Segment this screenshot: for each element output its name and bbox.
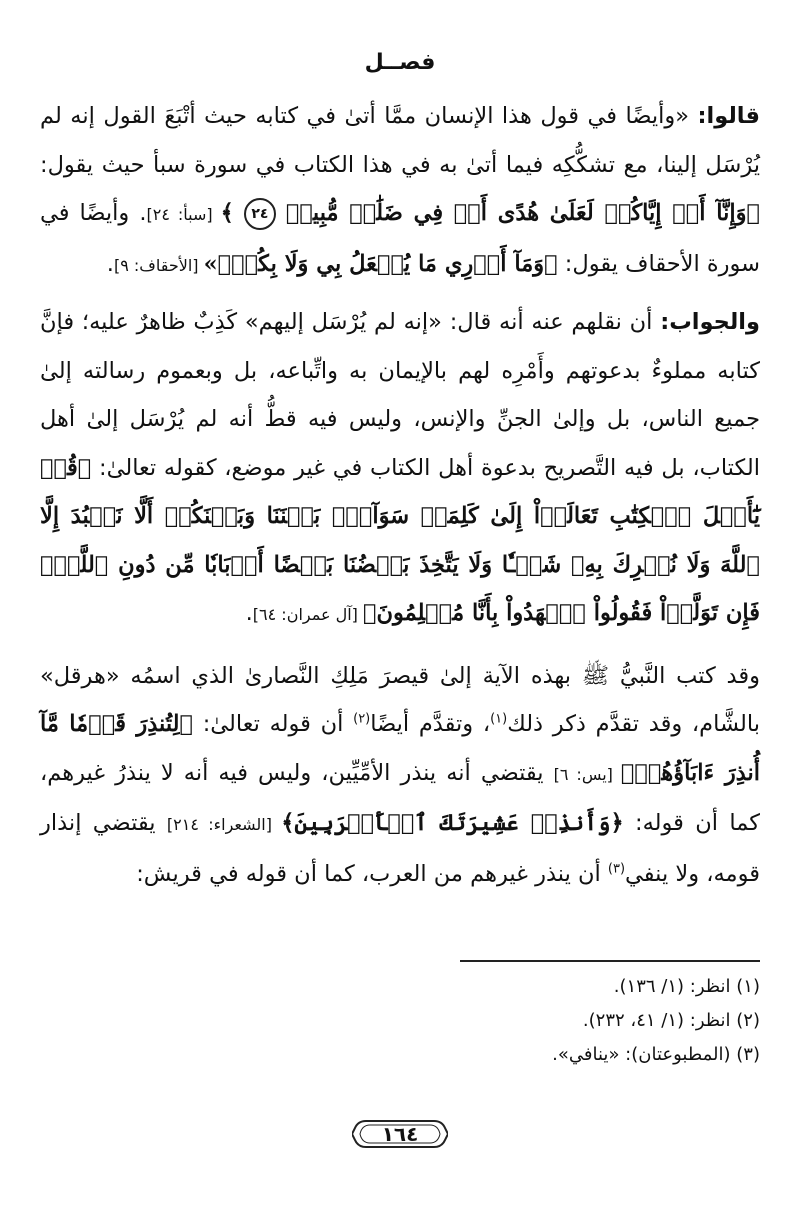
footnote-item: (١) انظر: (١/ ١٣٦).: [613, 976, 760, 997]
footnote-item: (٢) انظر: (١/ ٤١، ٢٣٢).: [582, 1010, 760, 1031]
quran-quote: ﴿لِتُنذِرَ قَوۡمٗا مَّآ أُنذِرَ ءَابَآؤُهُمۡ﴾: [40, 711, 761, 786]
paragraph-label: والجواب:: [660, 309, 760, 335]
quran-quote: ﴿وَمَآ أَدۡرِي مَا يُفۡعَلُ بِي وَلَا بِكُمۡ﴾»: [203, 250, 558, 277]
text-run: يقتضي إنذار قومه، ولا ينفي: [40, 810, 760, 887]
footnotes: [40, 970, 760, 1072]
section-heading: فصــل: [364, 50, 436, 75]
paragraph-letter: [40, 652, 760, 899]
text-run: . وأيضًا في سورة الأحقاف يقول:: [40, 200, 760, 277]
paragraph-answer: [40, 298, 760, 640]
verse-reference: [يس: ٦]: [553, 764, 621, 784]
verse-reference: [سبأ: ٢٤]: [146, 205, 221, 224]
text-run: وقد كتب النَّبيُّ ﷺ بهذه الآية إلىٰ قيصرَ مَلِكِ النَّصارىٰ الذي اسمُه «هرقل» بالشَّام، وقد تقدَّم ذكر ذلك: [40, 662, 761, 737]
text-run: .: [245, 600, 253, 626]
footnote-marker: (٢): [353, 711, 371, 727]
text-run: أن ينذر غيرهم من العرب، كما أن قوله في قريش:: [136, 860, 608, 887]
footnote-marker: (١): [490, 711, 508, 727]
text-run: «وأيضًا في قول هذا الإنسان ممَّا أتىٰ في كتابه حيث أتْبَعَ القول إنه لم يُرْسَل إلينا، مع تشكُّكِه فيما أتىٰ به في هذا الكتاب في سورة سبأ حيث يقول:: [40, 103, 760, 178]
footnote-separator: [460, 960, 760, 962]
paragraph-objection: [40, 92, 760, 290]
verse-reference: [الأحقاف: ٩]: [113, 255, 204, 275]
page-number-ornament: [352, 1118, 448, 1150]
quran-quote: ﴿وَإِنَّآ أَوۡ إِيَّاكُمۡ لَعَلَىٰ هُدًى أَوۡ فِي ضَلَٰلٖ مُّبِينٖ: [285, 200, 760, 226]
paragraph-label: قالوا:: [697, 103, 760, 129]
verse-reference: [الشعراء: ٢١٤]: [166, 815, 282, 834]
text-run: ، وتقدَّم أيضًا: [370, 711, 491, 737]
footnote-item: (٣) (المطبوعتان): «ينافي».: [552, 1044, 760, 1065]
text-run: يقتضي أنه ينذر الأمِّيِّين، وليس فيه أنه لا ينذرُ غيرهم، كما أن قوله:: [40, 759, 760, 836]
verse-reference: [آل عمران: ٦٤]: [252, 605, 363, 624]
text-run: أن نقلهم عنه أنه قال: «إنه لم يُرْسَل إليهم» كَذِبٌ ظاهرٌ عليه؛ فإنَّ كتابه مملوءٌ بدعوتهم وأَمْرِه لهم بالإيمان به واتِّباعه، بل وبعموم رسالته إلىٰ جميع الناس، بل وإلىٰ الجنِّ والإنس، وليس فيه قطُّ أنه لم يُرْسَل إلىٰ أهل الكتاب، بل فيه التَّصريح بدعوة أهل الكتاب في غير موضع، كقوله تعالىٰ:: [40, 309, 760, 481]
quran-quote: ﴿قُلۡ يَٰٓأَهۡلَ ٱلۡكِتَٰبِ تَعَالَوۡاْ إِلَىٰ كَلِمَةٖ سَوَآءِۭ بَيۡنَنَا وَبَيۡنَكُمۡ أَلَّا نَعۡبُدَ إِلَّا ٱللَّهَ وَلَا نُشۡرِكَ بِهِۦ شَيۡـٔٗا وَلَا يَتَّخِذَ بَعۡضُنَا بَعۡضًا أَرۡبَابٗا مِّن دُونِ ٱللَّهِۚ فَإِن تَوَلَّوۡاْ فَقُولُواْ ٱشۡهَدُواْ بِأَنَّا مُسۡلِمُونَ﴾: [40, 454, 760, 626]
ayah-number-marker: ٢٤: [244, 198, 276, 230]
quran-quote: ﴿وَأَنذِرۡ عَشِيرَتَكَ ٱلۡأَقۡرَبِينَ﴾: [281, 810, 624, 836]
text-run: .: [106, 250, 114, 277]
page-number: ١٦٤: [381, 1122, 419, 1146]
quran-bracket: ﴾: [220, 200, 234, 226]
footnote-marker: (٣): [607, 861, 626, 876]
main-text: [40, 92, 760, 898]
text-run: أن قوله تعالىٰ:: [193, 711, 354, 737]
